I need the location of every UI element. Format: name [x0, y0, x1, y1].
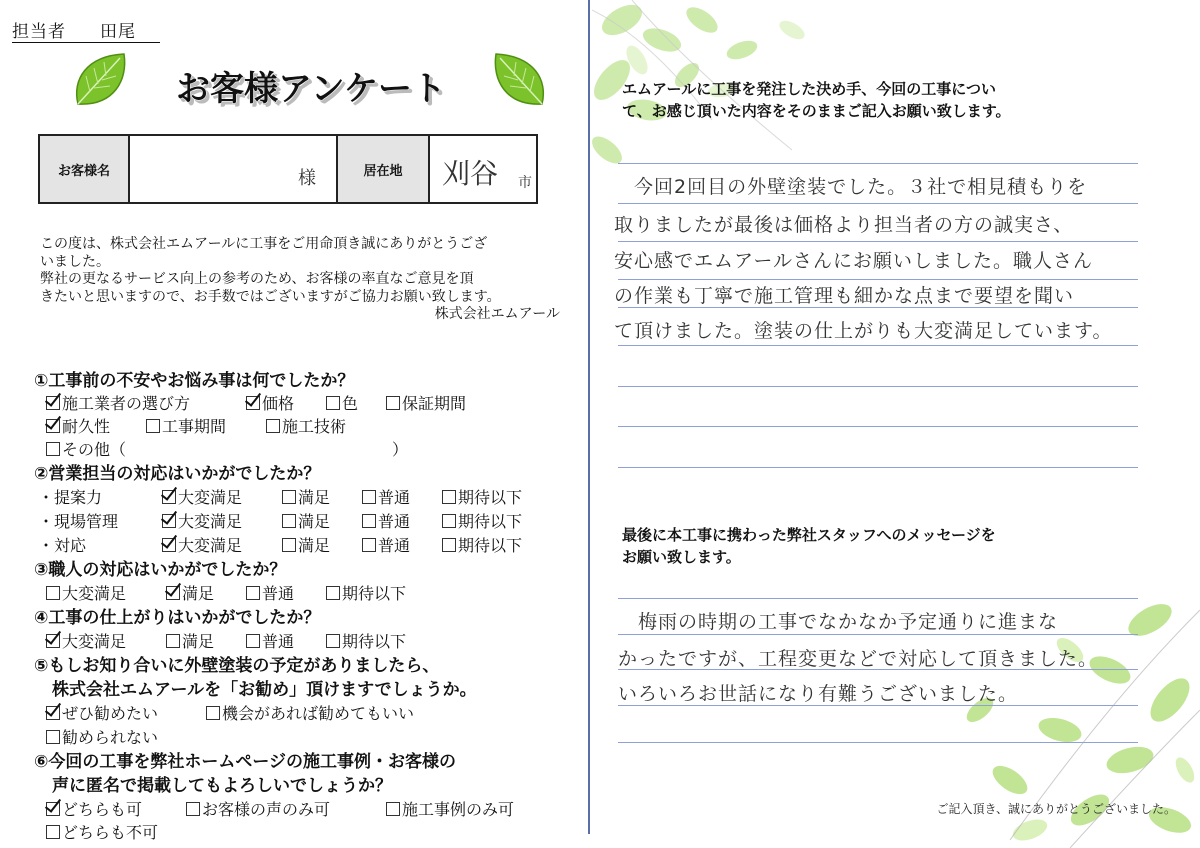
- checkbox[interactable]: [362, 490, 376, 504]
- staff-name: 田尾: [100, 22, 136, 42]
- question-6-line2: 声に匿名で掲載してもよろしいでしょうか？: [52, 776, 392, 796]
- rule-line: [618, 426, 1138, 427]
- question-2: ②営業担当の対応はいかがでしたか？: [34, 464, 321, 484]
- checkbox[interactable]: [442, 538, 456, 552]
- checkbox-checked[interactable]: [46, 706, 60, 720]
- rule-line: [618, 203, 1138, 204]
- rule-line: [618, 634, 1138, 635]
- checkbox-checked[interactable]: [246, 396, 260, 410]
- q1-option[interactable]: 施工業者の選び方: [46, 393, 190, 415]
- checkbox[interactable]: [282, 514, 296, 528]
- comment-answer-1-line: 取りましたが最後は価格より担当者の方の誠実さ、: [614, 214, 1074, 236]
- q2-option[interactable]: 満足: [282, 535, 330, 557]
- comment-answer-2-line: 梅雨の時期の工事でなかなか予定通りに進まな: [618, 611, 1059, 633]
- checkbox[interactable]: [246, 634, 260, 648]
- q1-option[interactable]: 工事期間: [146, 416, 226, 438]
- checkbox[interactable]: [386, 396, 400, 410]
- q3-option[interactable]: 満足: [166, 583, 214, 605]
- customer-info-table: [38, 134, 538, 204]
- comment-question-2-line1: 最後に本工事に携わった弊社スタッフへのメッセージを: [622, 526, 996, 544]
- question-4: ④工事の仕上がりはいかがでしたか？: [34, 608, 321, 628]
- thank-you-note: ご記入頂き、誠にありがとうございました。: [936, 802, 1176, 816]
- intro-line: きたいと思いますので、お手数ではございますがご協力お願い致します。: [40, 288, 501, 305]
- comment-answer-1-line: て頂けました。塗装の仕上がりも大変満足しています。: [614, 320, 1113, 342]
- address-field: [429, 135, 537, 203]
- customer-name-field: [129, 135, 337, 203]
- q2-option[interactable]: 普通: [362, 535, 410, 557]
- customer-name-label: お客様名: [39, 135, 129, 203]
- question-5-line1: ⑤もしお知り合いに外壁塗装の予定がありましたら、: [34, 656, 440, 676]
- q1-option[interactable]: 施工技術: [266, 416, 346, 438]
- leaf-icon-right: [488, 50, 550, 112]
- question-3: ③職人の対応はいかがでしたか？: [34, 560, 287, 580]
- checkbox-checked[interactable]: [162, 490, 176, 504]
- checkbox[interactable]: [186, 802, 200, 816]
- rule-line: [618, 241, 1138, 242]
- rule-line: [618, 386, 1138, 387]
- intro-line: 弊社の更なるサービス向上の参考のため、お客様の率直なご意見を頂: [40, 271, 474, 287]
- intro-text: [40, 236, 570, 324]
- question-6-line1: ⑥今回の工事を弊社ホームページの施工事例・お客様の: [34, 752, 457, 772]
- checkbox[interactable]: [282, 490, 296, 504]
- checkbox-checked[interactable]: [46, 396, 60, 410]
- q2-option[interactable]: 大変満足: [162, 487, 242, 509]
- q5-option[interactable]: 機会があれば勧めてもいい: [206, 703, 414, 725]
- checkbox[interactable]: [146, 419, 160, 433]
- q2-option[interactable]: 期待以下: [442, 511, 522, 533]
- intro-line: いました。: [40, 253, 110, 270]
- checkbox[interactable]: [46, 825, 60, 839]
- q4-option[interactable]: 普通: [246, 631, 294, 653]
- q6-option[interactable]: 施工事例のみ可: [386, 799, 514, 821]
- intro-company: 株式会社エムアール: [434, 306, 560, 322]
- address-label: 居在地: [337, 135, 429, 203]
- q3-option[interactable]: 大変満足: [46, 583, 126, 605]
- question-1: ①工事前の不安やお悩み事は何でしたか？: [34, 371, 355, 391]
- checkbox-checked[interactable]: [162, 538, 176, 552]
- q3-option[interactable]: 普通: [246, 583, 294, 605]
- q3-option[interactable]: 期待以下: [326, 583, 406, 605]
- rule-line: [618, 345, 1138, 346]
- q6-option[interactable]: お客様の声のみ可: [186, 799, 330, 821]
- q5-option[interactable]: ぜひ勧めたい: [46, 703, 158, 725]
- q1-option-other[interactable]: その他（: [46, 439, 126, 461]
- checkbox[interactable]: [246, 586, 260, 600]
- comment-question-2-line2: お願い致します。: [622, 548, 741, 566]
- checkbox[interactable]: [46, 442, 60, 456]
- comment-question-1-line2: て、お感じ頂いた内容をそのままご記入お願い致します。: [622, 102, 1011, 120]
- q2-option[interactable]: 大変満足: [162, 511, 242, 533]
- q2-option[interactable]: 満足: [282, 487, 330, 509]
- checkbox[interactable]: [282, 538, 296, 552]
- rule-line: [618, 467, 1138, 468]
- checkbox[interactable]: [266, 419, 280, 433]
- page-title: [156, 64, 466, 110]
- staff-field: [12, 22, 160, 43]
- checkbox[interactable]: [362, 538, 376, 552]
- checkbox[interactable]: [442, 514, 456, 528]
- q2-option[interactable]: 大変満足: [162, 535, 242, 557]
- q5-option[interactable]: 勧められない: [46, 727, 158, 749]
- rule-line: [618, 742, 1138, 743]
- checkbox[interactable]: [166, 634, 180, 648]
- question-5-line2: 株式会社エムアールを「お勧め」頂けますでしょうか。: [52, 680, 477, 700]
- q1-other-close: ）: [392, 440, 409, 459]
- checkbox[interactable]: [206, 706, 220, 720]
- q1-option[interactable]: 価格: [246, 393, 294, 415]
- comment-answer-2-line: かったですが、工程変更などで対応して頂きました。: [618, 648, 1099, 670]
- q4-option[interactable]: 期待以下: [326, 631, 406, 653]
- checkbox[interactable]: [386, 802, 400, 816]
- q2-row-label: ・提案力: [38, 488, 103, 507]
- checkbox[interactable]: [362, 514, 376, 528]
- q1-option[interactable]: 保証期間: [386, 393, 466, 415]
- q4-option[interactable]: 満足: [166, 631, 214, 653]
- q2-row-label: ・現場管理: [38, 512, 119, 531]
- q2-option[interactable]: 普通: [362, 487, 410, 509]
- page-title-text: お客様アンケート: [176, 69, 446, 109]
- checkbox[interactable]: [46, 730, 60, 744]
- q4-option[interactable]: 大変満足: [46, 631, 126, 653]
- q2-option[interactable]: 期待以下: [442, 487, 522, 509]
- checkbox-checked[interactable]: [46, 802, 60, 816]
- q6-option[interactable]: どちらも不可: [46, 822, 158, 844]
- q2-option[interactable]: 普通: [362, 511, 410, 533]
- comment-answer-1-line: 今回2回目の外壁塗装でした。３社で相見積もりを: [614, 176, 1088, 198]
- q1-option[interactable]: 耐久性: [46, 416, 110, 438]
- checkbox[interactable]: [442, 490, 456, 504]
- leaf-icon-left: [70, 50, 132, 112]
- checkbox[interactable]: [326, 586, 340, 600]
- q2-option[interactable]: 満足: [282, 511, 330, 533]
- rule-line: [618, 163, 1138, 164]
- rule-line: [618, 279, 1138, 280]
- checkbox-checked[interactable]: [162, 514, 176, 528]
- checkbox[interactable]: [326, 396, 340, 410]
- comment-answer-1-line: 安心感でエムアールさんにお願いしました。職人さん: [614, 250, 1094, 272]
- customer-name-suffix: 様: [298, 168, 316, 189]
- staff-label: 担当者: [12, 22, 66, 42]
- comment-answer-1-line: の作業も丁寧で施工管理も細かな点まで要望を聞い: [614, 285, 1075, 307]
- address-city-suffix: 市: [518, 175, 532, 191]
- checkbox-checked[interactable]: [46, 634, 60, 648]
- q6-option[interactable]: どちらも可: [46, 799, 142, 821]
- comment-question-1-line1: エムアールに工事を発注した決め手、今回の工事につい: [622, 80, 996, 98]
- checkbox[interactable]: [46, 586, 60, 600]
- checkbox-checked[interactable]: [46, 419, 60, 433]
- checkbox-checked[interactable]: [166, 586, 180, 600]
- rule-line: [618, 598, 1138, 599]
- checkbox[interactable]: [326, 634, 340, 648]
- q2-option[interactable]: 期待以下: [442, 535, 522, 557]
- q1-option[interactable]: 色: [326, 393, 358, 415]
- comment-answer-2-line: いろいろお世話になり有難うございました。: [618, 683, 1019, 705]
- address-city: 刈谷: [442, 157, 499, 190]
- intro-line: この度は、株式会社エムアールに工事をご用命頂き誠にありがとうござ: [40, 236, 488, 252]
- page-divider: [588, 0, 590, 834]
- q2-row-label: ・対応: [38, 536, 87, 555]
